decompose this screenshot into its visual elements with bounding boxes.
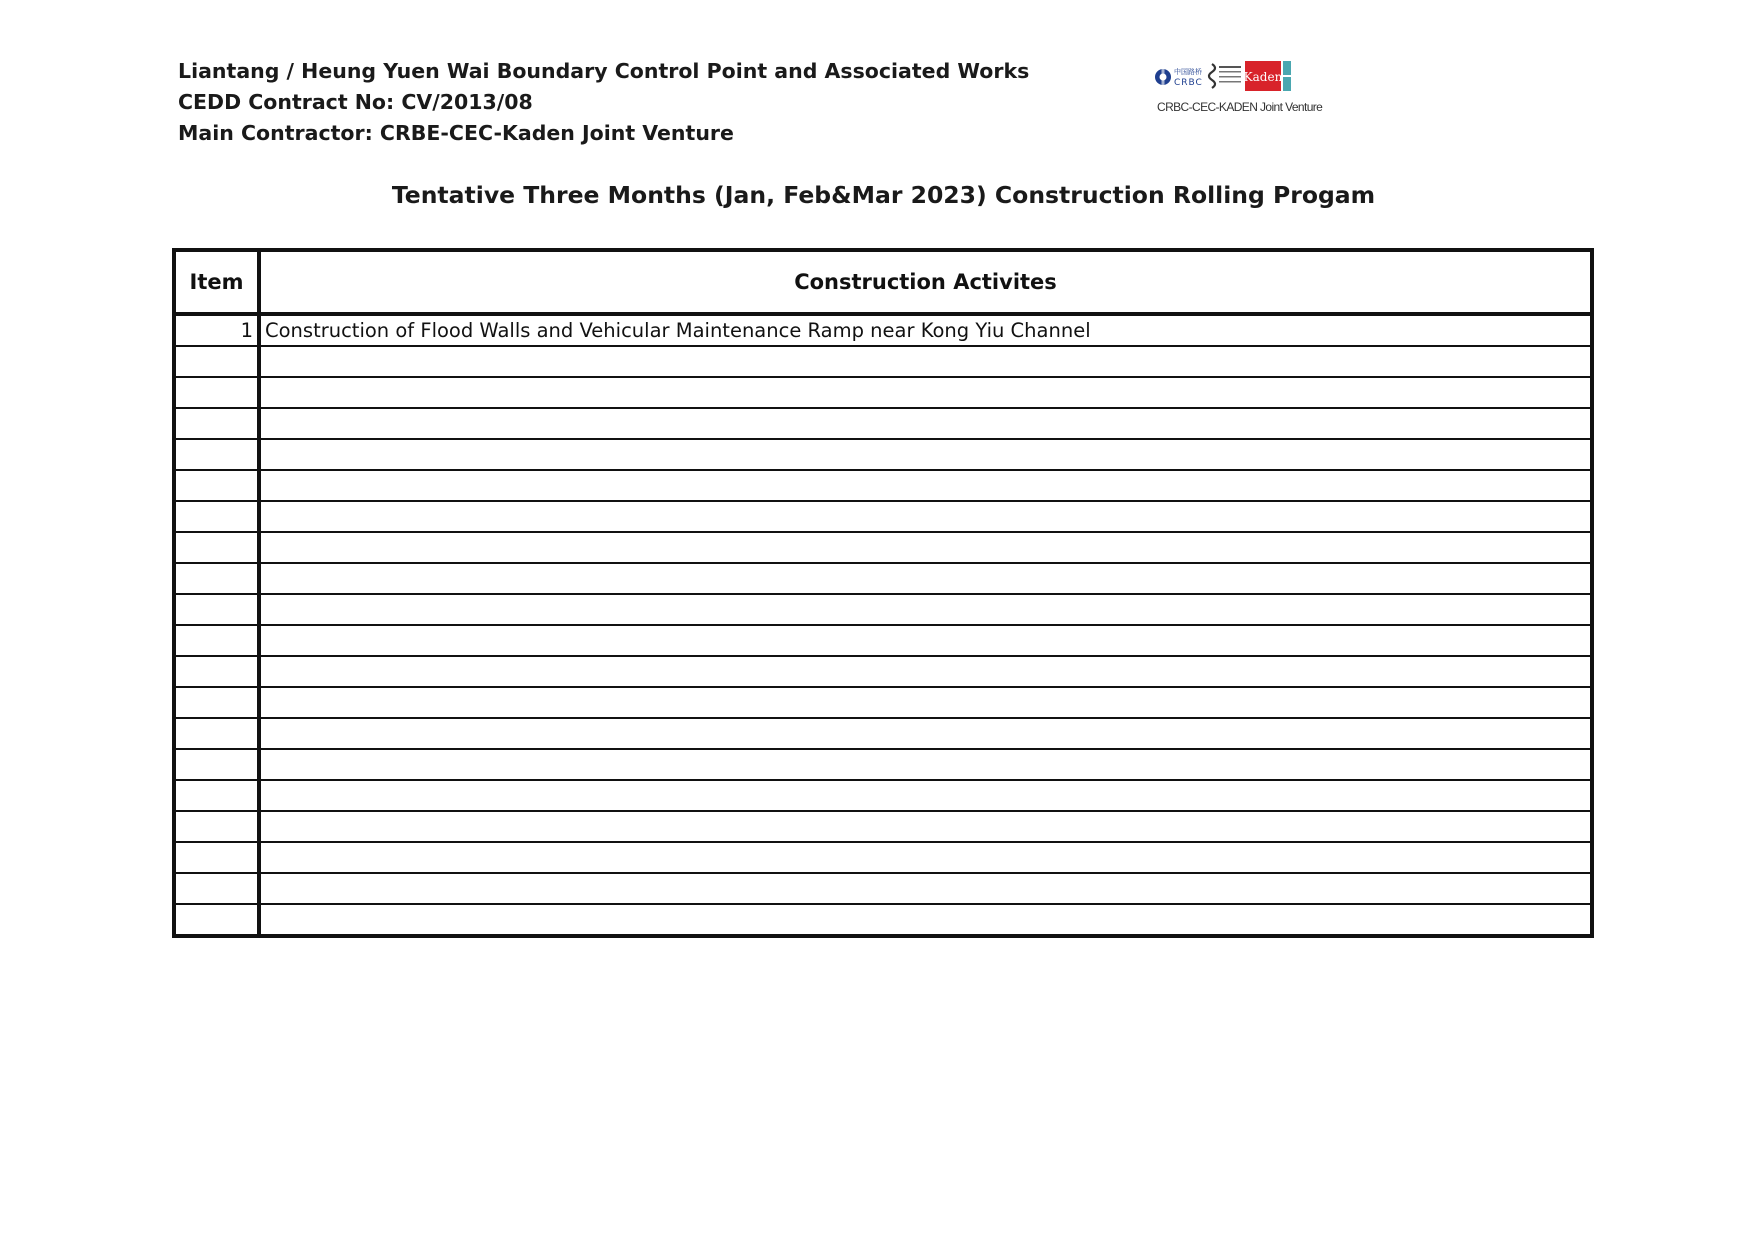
document-header [178, 56, 1029, 149]
table-row [174, 563, 1592, 594]
item-cell [174, 842, 259, 873]
item-cell [174, 377, 259, 408]
table-row [174, 470, 1592, 501]
table-row [174, 749, 1592, 780]
item-cell [174, 749, 259, 780]
item-cell [174, 780, 259, 811]
table-row [174, 594, 1592, 625]
table-row [174, 687, 1592, 718]
table-row [174, 501, 1592, 532]
item-cell [174, 408, 259, 439]
activity-cell [259, 687, 1592, 718]
activity-cell [259, 408, 1592, 439]
activity-cell [259, 811, 1592, 842]
table-row [174, 656, 1592, 687]
contract-number: CEDD Contract No: CV/2013/08 [178, 90, 533, 114]
activity-cell [259, 873, 1592, 904]
activity-column-header: Construction Activites [259, 250, 1592, 314]
item-column-header: Item [174, 250, 259, 314]
activity-cell: Construction of Flood Walls and Vehicular Maintenance Ramp near Kong Yiu Channel [259, 314, 1592, 346]
crbc-name: CRBC [1174, 78, 1203, 88]
item-cell [174, 470, 259, 501]
item-cell [174, 439, 259, 470]
activity-cell [259, 346, 1592, 377]
item-cell [174, 904, 259, 936]
item-cell [174, 873, 259, 904]
table-row [174, 408, 1592, 439]
item-cell [174, 656, 259, 687]
item-cell [174, 346, 259, 377]
activity-cell [259, 904, 1592, 936]
rolling-program-table [172, 248, 1594, 938]
activity-cell [259, 625, 1592, 656]
item-cell [174, 625, 259, 656]
item-cell [174, 594, 259, 625]
item-cell [174, 718, 259, 749]
activity-cell [259, 780, 1592, 811]
activity-cell [259, 842, 1592, 873]
activity-cell [259, 656, 1592, 687]
item-cell: 1 [174, 314, 259, 346]
item-cell [174, 563, 259, 594]
activity-cell [259, 532, 1592, 563]
table-header-row [174, 250, 1592, 314]
crbc-emblem-icon [1155, 69, 1171, 85]
table-row [174, 377, 1592, 408]
activity-cell [259, 749, 1592, 780]
activity-cell [259, 470, 1592, 501]
activity-cell [259, 439, 1592, 470]
activity-cell [259, 594, 1592, 625]
logo-caption: CRBC-CEC-KADEN Joint Venture [1157, 100, 1323, 114]
table-row [174, 625, 1592, 656]
activity-cell [259, 501, 1592, 532]
item-cell [174, 811, 259, 842]
table-row [174, 439, 1592, 470]
crbc-chinese-name: 中国路桥 [1174, 68, 1202, 76]
table-row [174, 346, 1592, 377]
table-row [174, 842, 1592, 873]
table-row [174, 780, 1592, 811]
cec-emblem-icon [1209, 64, 1241, 88]
item-cell [174, 532, 259, 563]
activity-cell [259, 377, 1592, 408]
table-row [174, 904, 1592, 936]
table-row [174, 532, 1592, 563]
table-row [174, 873, 1592, 904]
program-title: Tentative Three Months (Jan, Feb&Mar 2023) Construction Rolling Progam [391, 181, 1376, 209]
main-contractor: Main Contractor: CRBE-CEC-Kaden Joint Venture [178, 121, 734, 145]
kaden-emblem-icon [1244, 61, 1291, 91]
table-row [174, 314, 1592, 346]
table-row [174, 811, 1592, 842]
kaden-name: Kaden [1243, 70, 1283, 84]
project-title: Liantang / Heung Yuen Wai Boundary Control Point and Associated Works [178, 59, 1030, 83]
table-row [174, 718, 1592, 749]
item-cell [174, 501, 259, 532]
activity-cell [259, 718, 1592, 749]
item-cell [174, 687, 259, 718]
activity-cell [259, 563, 1592, 594]
